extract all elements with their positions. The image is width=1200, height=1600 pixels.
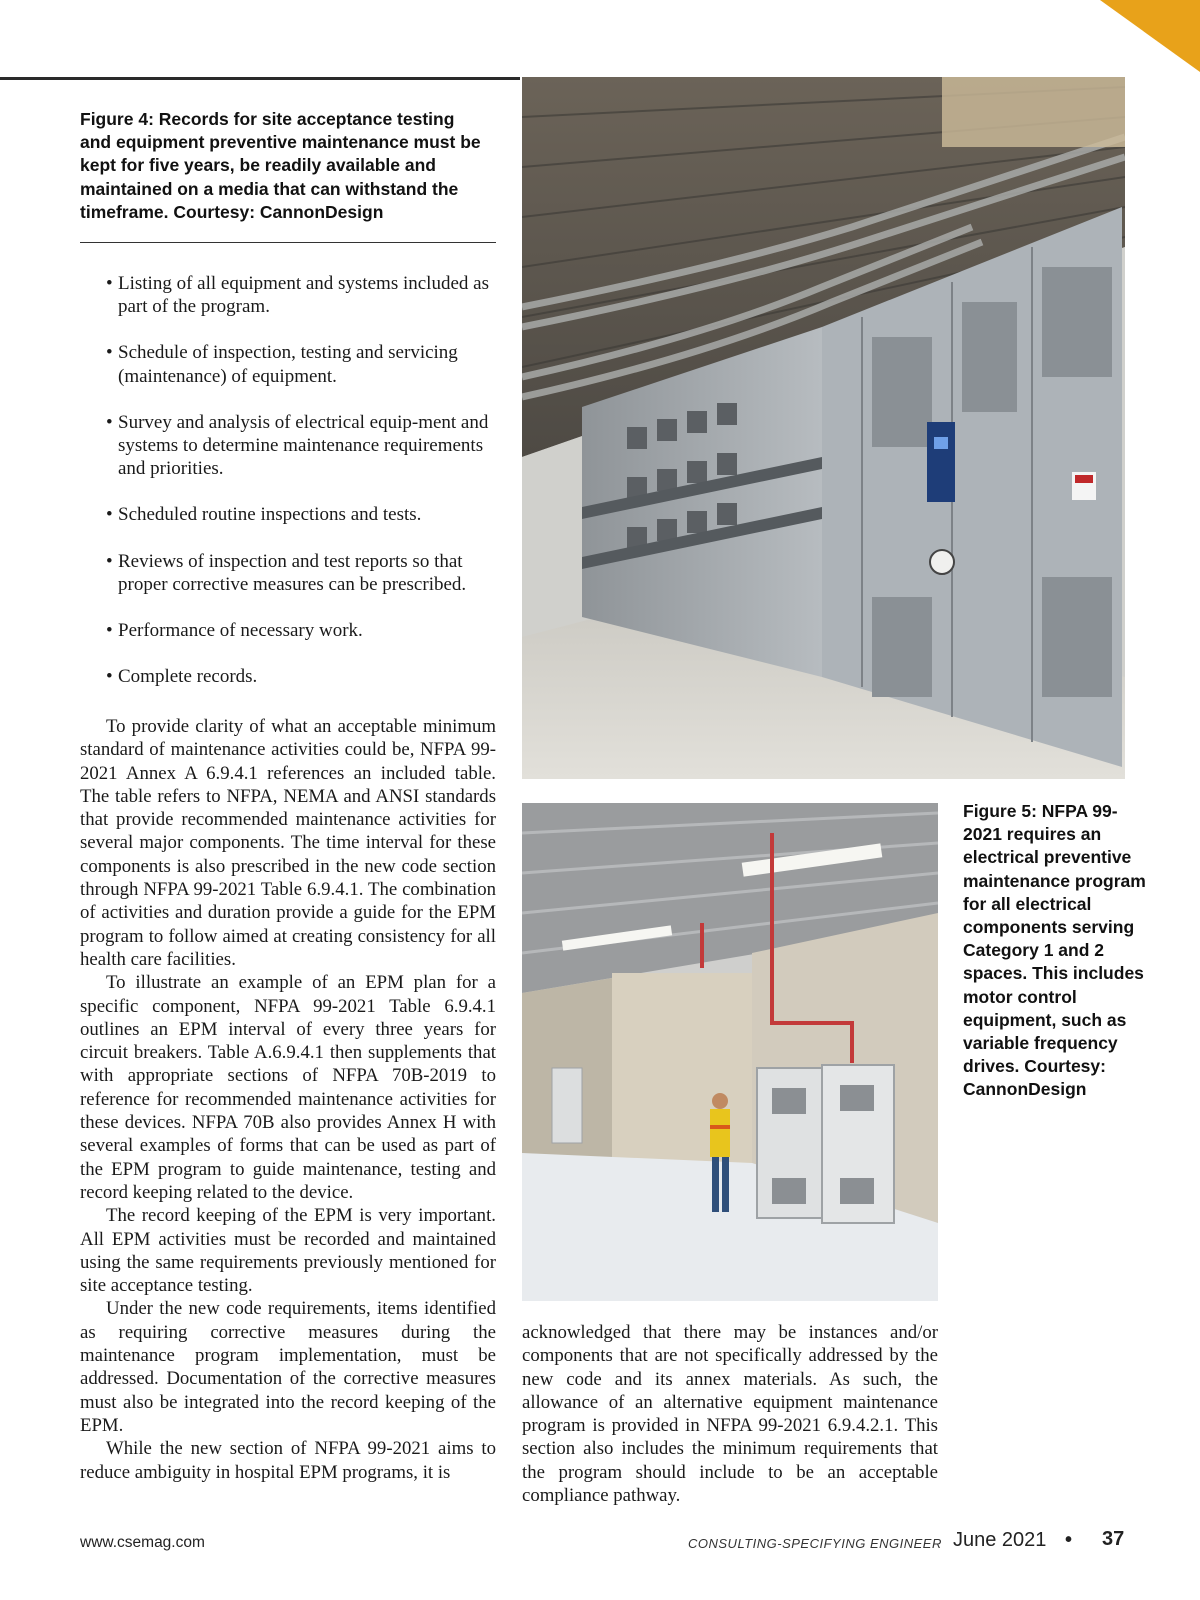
list-item: • Survey and analysis of electrical equip-ment and systems to determine maintenance requirements and priorities. bbox=[80, 411, 496, 481]
requirements-list bbox=[80, 272, 496, 711]
body-paragraph: To illustrate an example of an EPM plan for a specific component, NFPA 99-2021 Table 6.9.4.1 outlines an EPM interval of every three years for circuit breakers. Table A.6.9.4.1 then supplements that with appropriate sections of NFPA 70B-2019 to reference for recommended maintenance activities for these devices. NFPA 70B also provides Annex H with several examples of forms that can be used as part of the EPM program to guide maintenance, testing and record keeping related to the device. bbox=[80, 972, 496, 1203]
list-item: • Performance of necessary work. bbox=[80, 619, 496, 642]
body-column-right bbox=[522, 1321, 938, 1507]
corner-accent-tab bbox=[1100, 0, 1200, 72]
footer-separator: • bbox=[1065, 1529, 1073, 1551]
list-item: • Reviews of inspection and test reports so that proper corrective measures can be prescribed. bbox=[80, 550, 496, 596]
vfd-room-illustration bbox=[522, 803, 938, 1301]
figure-5-caption: Figure 5: NFPA 99-2021 requires an electrical preventive maintenance program for all electrical components serving Category 1 and 2 spaces. This includes motor control equipment, such as variable frequency drives. Courtesy: CannonDesign bbox=[963, 801, 1146, 1100]
caption-divider bbox=[80, 242, 496, 243]
list-item: • Listing of all equipment and systems included as part of the program. bbox=[80, 272, 496, 318]
switchgear-illustration bbox=[522, 77, 1125, 779]
list-item: • Schedule of inspection, testing and servicing (maintenance) of equipment. bbox=[80, 341, 496, 387]
list-item: • Scheduled routine inspections and tests. bbox=[80, 503, 496, 526]
figure-4-caption: Figure 4: Records for site acceptance testing and equipment preventive maintenance must be kept for five years, be readily available and maintained on a media that can withstand the timeframe. Courtesy: CannonDesign bbox=[80, 109, 481, 222]
body-paragraph: While the new section of NFPA 99-2021 aims to reduce ambiguity in hospital EPM programs, it is bbox=[80, 1438, 496, 1483]
footer-url[interactable]: www.csemag.com bbox=[80, 1534, 205, 1551]
top-rule bbox=[0, 77, 520, 80]
body-paragraph: The record keeping of the EPM is very important. All EPM activities must be recorded and maintained using the same requirements previously mentioned for site acceptance testing. bbox=[80, 1205, 496, 1297]
body-paragraph: Under the new code requirements, items identified as requiring corrective measures during the maintenance program implementation, must be addressed. Documentation of the corrective measures must also be integrated into the record keeping of the EPM. bbox=[80, 1298, 496, 1436]
body-paragraph: To provide clarity of what an acceptable minimum standard of maintenance activities could be, NFPA 99-2021 Annex A 6.9.4.1 references an included table. The table refers to NFPA, NEMA and ANSI standards that provide recommended maintenance activities for several major components. The time interval for these components is also prescribed in the new code section through NFPA 99-2021 Table 6.9.4.1. The combination of activities and duration provide a guide for the EPM program to follow aimed at creating consistency for all health care facilities. bbox=[80, 716, 496, 970]
figure-4-photo-switchgear bbox=[522, 77, 1125, 779]
body-paragraph: acknowledged that there may be instances and/or components that are not specifically addressed by the new code and its annex materials. As such, the allowance of an alternative equipment maintenance program is provided in NFPA 99-2021 6.9.4.2.1. This section also includes the minimum requirements that the program should include to be an acceptable compliance pathway. bbox=[522, 1322, 938, 1507]
list-item: • Complete records. bbox=[80, 665, 496, 688]
footer-magazine-name: CONSULTING-SPECIFYING ENGINEER bbox=[688, 1536, 942, 1551]
footer-issue-date: June 2021 bbox=[953, 1529, 1047, 1551]
page-number: 37 bbox=[1102, 1528, 1125, 1550]
body-column-left bbox=[80, 715, 496, 1484]
relay-panel bbox=[927, 422, 955, 502]
figure-5-photo-vfd-room bbox=[522, 803, 938, 1301]
